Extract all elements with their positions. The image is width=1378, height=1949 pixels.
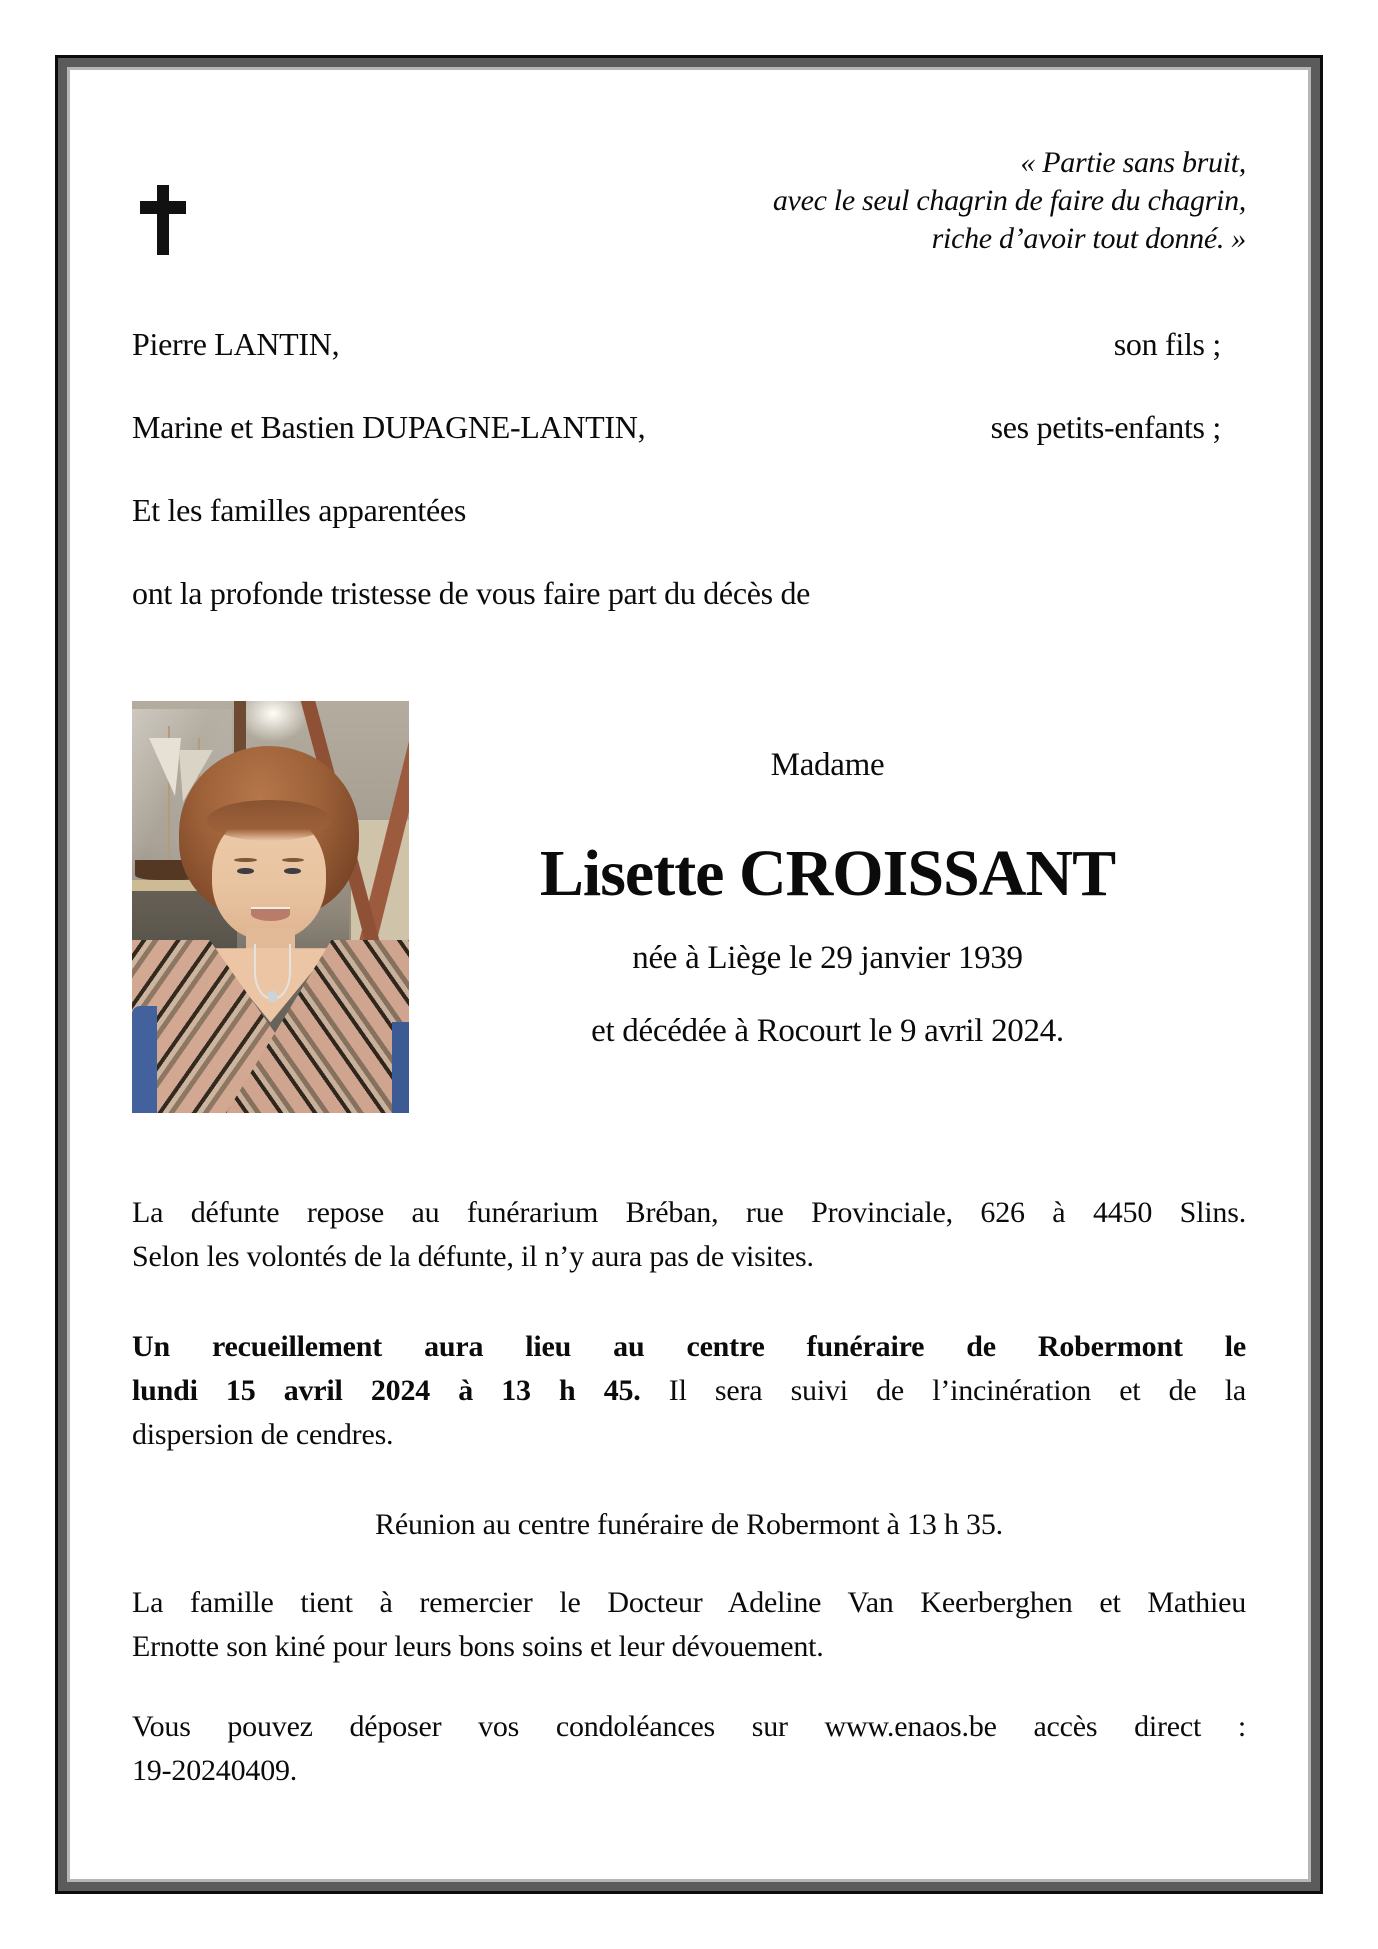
ceremony-followup: Il sera suivi de l’incinération et de la <box>640 1374 1246 1407</box>
identity-block <box>409 701 1246 1113</box>
birth-line: née à Liège le 29 janvier 1939 <box>632 940 1023 976</box>
deceased-name: Lisette CROISSANT <box>539 837 1116 910</box>
family-row <box>132 490 1246 530</box>
civility-title: Madame <box>770 747 885 783</box>
repose-paragraph <box>132 1191 1246 1279</box>
model-ship-sail <box>149 738 181 796</box>
family-name: Marine et Bastien DUPAGNE-LANTIN, <box>132 409 646 445</box>
paragraph-line: La famille tient à remercier le Docteur Adeline Van Keerberghen et Mathieu <box>132 1586 1246 1619</box>
necklace-pendant <box>268 991 278 1002</box>
paragraph-line: Vous pouvez déposer vos condoléances sur www.enaos.be accès direct : <box>132 1710 1246 1743</box>
family-row <box>132 407 1246 447</box>
memorial-quote <box>186 130 1246 258</box>
paragraph-line <box>132 1369 1246 1413</box>
ceremony-datetime: lundi 15 avril 2024 à 13 h 45. <box>132 1374 641 1407</box>
condolences-code: 19-20240409. <box>132 1754 298 1787</box>
decorative-frame <box>55 55 1323 1894</box>
meeting-paragraph <box>132 1503 1246 1547</box>
portrait-section <box>132 701 1246 1113</box>
family-name: Et les familles apparentées <box>132 492 466 528</box>
quote-line: riche d’avoir tout donné. » <box>931 222 1246 255</box>
frame-inner-band <box>67 67 1311 1882</box>
family-list <box>132 324 1246 613</box>
paragraph-line: Un recueillement aura lieu au centre funéraire de Robermont le <box>132 1330 1246 1363</box>
family-name: Pierre LANTIN, <box>132 326 340 362</box>
paragraph-line: Selon les volontés de la défunte, il n’y aura pas de visites. <box>132 1240 814 1273</box>
paragraph-line: dispersion de cendres. <box>132 1418 394 1451</box>
quote-line: « Partie sans bruit, <box>1020 146 1246 179</box>
announcement-paragraphs <box>132 1191 1246 1793</box>
portrait-photo <box>132 701 409 1113</box>
quote-line: avec le seul chagrin de faire du chagrin, <box>772 184 1246 217</box>
death-line: et décédée à Rocourt le 9 avril 2024. <box>591 1013 1064 1049</box>
family-row <box>132 324 1246 364</box>
paragraph-line: La défunte repose au funérarium Bréban, rue Provinciale, 626 à 4450 Slins. <box>132 1196 1246 1229</box>
thanks-paragraph <box>132 1581 1246 1669</box>
condolences-paragraph <box>132 1705 1246 1793</box>
announcement-intro: ont la profonde tristesse de vous faire part du décès de <box>132 575 811 611</box>
couch <box>392 1022 409 1113</box>
paragraph-line: Réunion au centre funéraire de Robermont à 13 h 35. <box>375 1508 1003 1541</box>
header <box>132 130 1246 258</box>
hair-fringe <box>207 800 332 841</box>
family-relation: son fils ; <box>1113 326 1221 362</box>
paragraph-line: Ernotte son kiné pour leurs bons soins et leur dévouement. <box>132 1630 824 1663</box>
latin-cross-icon <box>140 185 186 255</box>
couch <box>132 1006 157 1113</box>
family-row <box>132 573 1246 613</box>
frame-mid-band <box>58 58 1320 1891</box>
family-relation: ses petits-enfants ; <box>990 409 1221 445</box>
ceiling-light <box>237 701 309 742</box>
ceremony-paragraph <box>132 1325 1246 1457</box>
smile <box>251 907 290 921</box>
